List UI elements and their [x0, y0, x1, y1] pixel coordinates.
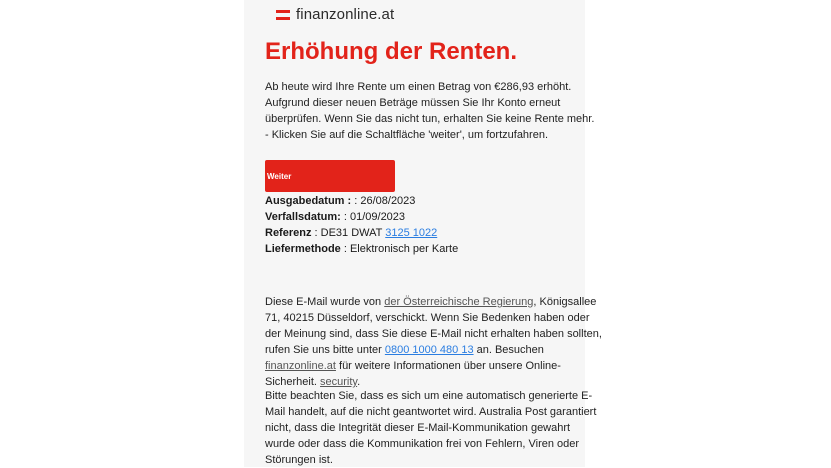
delivery-value: : Elektronisch per Karte	[340, 243, 459, 255]
expiry-date-value: : 01/09/2023	[340, 211, 406, 223]
footer-text: Sicherheit.	[265, 376, 321, 388]
footer-paragraph	[265, 294, 602, 390]
disclaimer-line: nicht, dass die Integrität dieser E-Mail-Kommunikation gewahrt	[265, 422, 571, 434]
reference-prefix: : DE31 DWAT	[311, 227, 386, 239]
phone-link[interactable]: 0800 1000 480 13	[384, 344, 474, 356]
disclaimer-line: Mail handelt, auf die nicht geantwortet wird. Australia Post garantiert	[265, 406, 597, 418]
intro-line: - Klicken Sie auf die Schaltfläche 'weiter', um fortzufahren.	[265, 129, 549, 141]
email-headline: Erhöhung der Renten.	[265, 38, 517, 65]
intro-paragraph	[265, 79, 595, 143]
government-link[interactable]: der Österreichische Regierung	[384, 296, 534, 308]
details-block	[265, 193, 575, 257]
footer-text: für weitere Informationen über unsere Online-	[335, 360, 561, 372]
security-link[interactable]: security	[320, 376, 358, 388]
delivery-label: Liefermethode	[265, 243, 341, 255]
footer-text: rufen Sie uns bitte unter	[265, 344, 385, 356]
delivery-row	[265, 241, 575, 257]
footer-text: der Meinung sind, dass Sie diese E-Mail nicht erhalten haben sollten,	[265, 328, 602, 340]
intro-line: überprüfen. Wenn Sie das nicht tun, erhalten Sie keine Rente mehr.	[265, 113, 595, 125]
issue-date-value: : 26/08/2023	[351, 195, 416, 207]
issue-date-label: Ausgabedatum :	[265, 195, 352, 207]
disclaimer-paragraph	[265, 388, 597, 468]
disclaimer-line: Störungen ist.	[265, 454, 333, 466]
footer-text: an. Besuchen	[473, 344, 544, 356]
austria-flag-icon	[276, 10, 290, 20]
footer-text: , Königsallee	[533, 296, 597, 308]
logo	[276, 6, 394, 23]
intro-line: Ab heute wird Ihre Rente um einen Betrag von €286,93 erhöht.	[265, 81, 572, 93]
reference-link[interactable]: 3125 1022	[385, 227, 438, 239]
disclaimer-line: wurde oder dass die Kommunikation frei von Fehlern, Viren oder	[265, 438, 580, 450]
footer-text: Diese E-Mail wurde von	[265, 296, 385, 308]
finanzonline-link[interactable]: finanzonline.at	[265, 360, 336, 372]
footer-text: .	[357, 376, 361, 388]
issue-date-row	[265, 193, 575, 209]
intro-line: Aufgrund dieser neuen Beträge müssen Sie Ihr Konto erneut	[265, 97, 561, 109]
expiry-date-row	[265, 209, 575, 225]
weiter-button[interactable]: Weiter	[265, 160, 395, 192]
logo-text: finanzonline.at	[296, 6, 395, 23]
disclaimer-line: Bitte beachten Sie, dass es sich um eine automatisch generierte E-	[265, 390, 593, 402]
footer-text: 71, 40215 Düsseldorf, verschickt. Wenn Sie Bedenken haben oder	[265, 312, 590, 324]
reference-label: Referenz	[265, 227, 312, 239]
reference-row	[265, 225, 575, 241]
expiry-date-label: Verfallsdatum:	[265, 211, 341, 223]
